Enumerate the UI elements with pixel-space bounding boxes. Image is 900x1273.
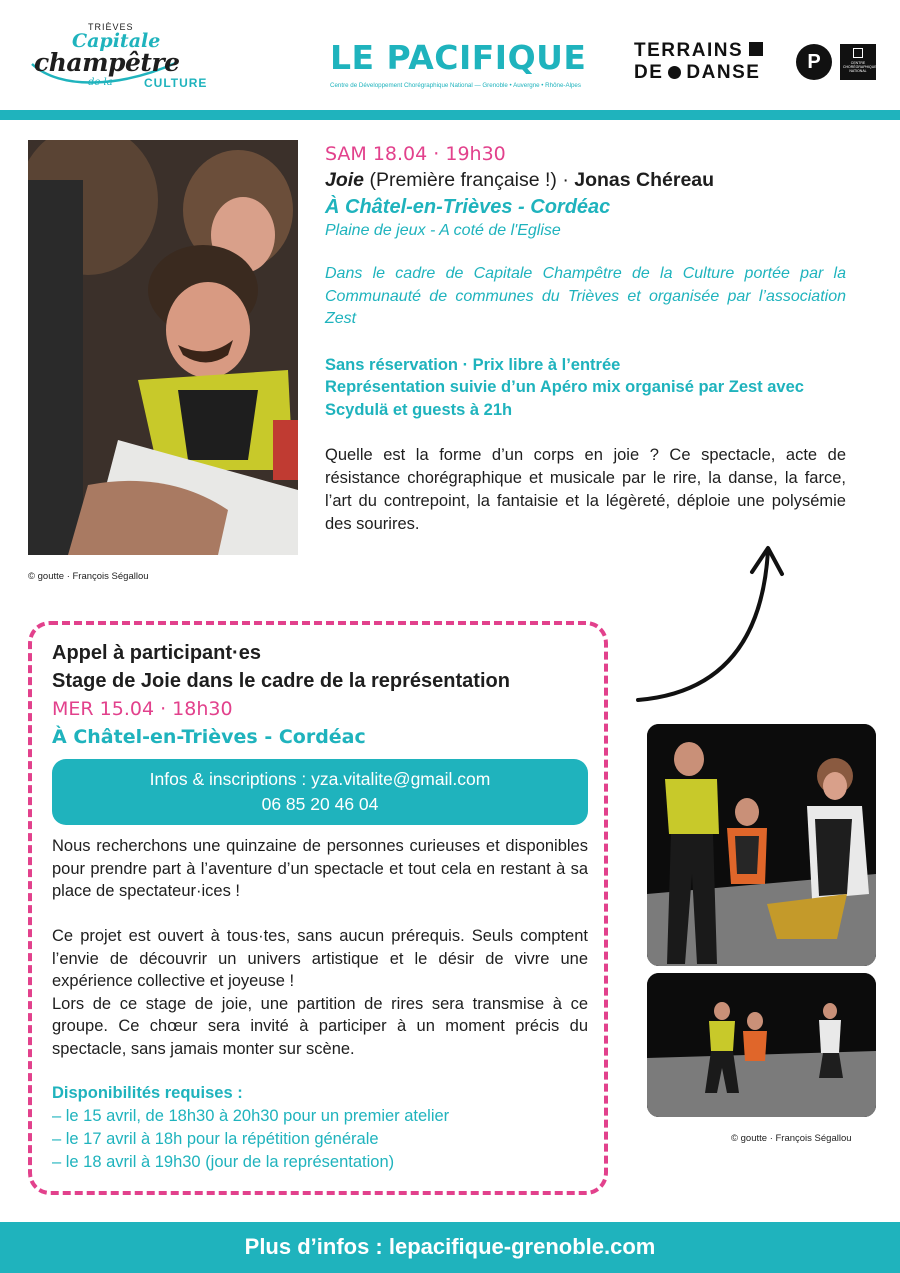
event-title-note: (Première française !) · [364, 169, 575, 191]
workshop-call: Appel à participant·es [52, 642, 261, 664]
terrains-line1 [634, 40, 763, 62]
terrains-word: TERRAINS [634, 40, 744, 61]
event-info [325, 142, 846, 536]
dot-icon [668, 66, 681, 79]
terrains-line2 [634, 62, 760, 84]
requirement-item: – le 17 avril à 18h pour la répétition générale [52, 1130, 379, 1148]
event-title [325, 166, 846, 194]
workshop-date: MER 15.04 · 18h30 [52, 698, 233, 720]
ccn-logo [840, 44, 876, 80]
requirement-item: – le 15 avril, de 18h30 à 20h30 pour un premier atelier [52, 1107, 450, 1125]
de-word: DE [634, 62, 664, 83]
workshop-para3: Lors de ce stage de joie, une partition de rires sera transmise à ce groupe. Ce chœur sera invité à participer à un moment précis du spectacle, sans jamais monter sur scène. [52, 994, 588, 1058]
performance-photo-stage-2 [647, 973, 876, 1117]
ccn-text: CENTRE CHORÉGRAPHIQUE NATIONAL [843, 61, 877, 73]
event-sub-place: Plaine de jeux - A coté de l'Eglise [325, 222, 561, 239]
stage-wide-image [647, 973, 876, 1117]
curved-arrow-icon [630, 540, 800, 710]
dancers-closeup-image [28, 140, 298, 555]
pacifique-name: LE PACIFIQUE [330, 38, 587, 77]
requirements-title: Disponibilités requises : [52, 1084, 243, 1102]
photo-credit-main: © goutte · François Ségallou [28, 571, 149, 582]
danse-word: DANSE [686, 62, 761, 83]
event-description: Quelle est la forme d’un corps en joie ? Ce spectacle, acte de résistance chorégraphique et musicale par le rire, la danse, la farce, l’art du contrepoint, la fantaisie et la légèreté, déploie une polysémie des sourires. [325, 446, 846, 533]
ccn-mark-icon [853, 48, 863, 58]
workshop-para1: Nous recherchons une quinzaine de personnes curieuses et disponibles pour prendre part à l’aventure d’un spectacle et tout cela en restant à sa place de spectateur·ices ! [52, 837, 588, 900]
workshop-para2: Ce projet est ouvert à tous·tes, sans aucun prérequis. Seuls comptent l’envie de découvrir un univers artistique et le désir de vivre une expérience collective et joyeuse ! [52, 927, 588, 990]
capitale-champetre-logo [30, 22, 208, 92]
event-context: Dans le cadre de Capitale Champêtre de la Culture portée par la Communauté de communes du Trièves et organisée par l’association Zest [325, 265, 846, 327]
square-icon [749, 42, 763, 56]
footer-link[interactable]: Plus d’infos : lepacifique-grenoble.com [244, 1234, 656, 1259]
workshop-content [52, 639, 588, 1174]
logo-champetre-text: champêtre [34, 48, 180, 77]
footer-banner [0, 1222, 900, 1273]
workshop-title: Stage de Joie dans le cadre de la représentation [52, 670, 510, 692]
header-divider [0, 110, 900, 120]
le-pacifique-logo [320, 38, 587, 98]
workshop-contact-box[interactable] [52, 759, 588, 825]
three-dancers-image [647, 724, 876, 966]
event-practical-info [325, 354, 846, 422]
contact-email[interactable]: Infos & inscriptions : yza.vitalite@gmail.com [149, 769, 491, 789]
logo-trieves-text: TRIÈVES [88, 22, 134, 32]
workshop-place: À Châtel-en-Trièves - Cordéac [52, 726, 366, 748]
performance-photo-stage-1 [647, 724, 876, 966]
event-info-line2: Représentation suivie d’un Apéro mix organisé par Zest avec Scydulä et guests à 21h [325, 378, 804, 419]
event-date: SAM 18.04 · 19h30 [325, 143, 506, 165]
event-place: À Châtel-en-Trièves - Cordéac [325, 196, 611, 218]
terrains-de-danse-logo [634, 40, 884, 88]
event-title-italic: Joie [325, 169, 365, 191]
header [0, 0, 900, 110]
workshop-box [28, 621, 608, 1195]
performance-photo-main [28, 140, 298, 555]
event-info-line1: Sans réservation · Prix libre à l’entrée [325, 355, 621, 374]
photo-credit-stage: © goutte · François Ségallou [731, 1133, 852, 1144]
requirement-item: – le 18 avril à 19h30 (jour de la représentation) [52, 1153, 395, 1171]
p-badge-icon: P [796, 44, 832, 80]
contact-phone[interactable]: 06 85 20 46 04 [261, 794, 379, 814]
event-artist: Jonas Chéreau [574, 169, 715, 191]
logo-capitale-text: Capitale [72, 30, 161, 52]
pacifique-subtitle: Centre de Développement Chorégraphique National — Grenoble • Auvergne • Rhône-Alpes [330, 82, 581, 89]
logo-dela-text: de la [88, 77, 113, 88]
logo-culture-text: CULTURE [144, 76, 208, 90]
